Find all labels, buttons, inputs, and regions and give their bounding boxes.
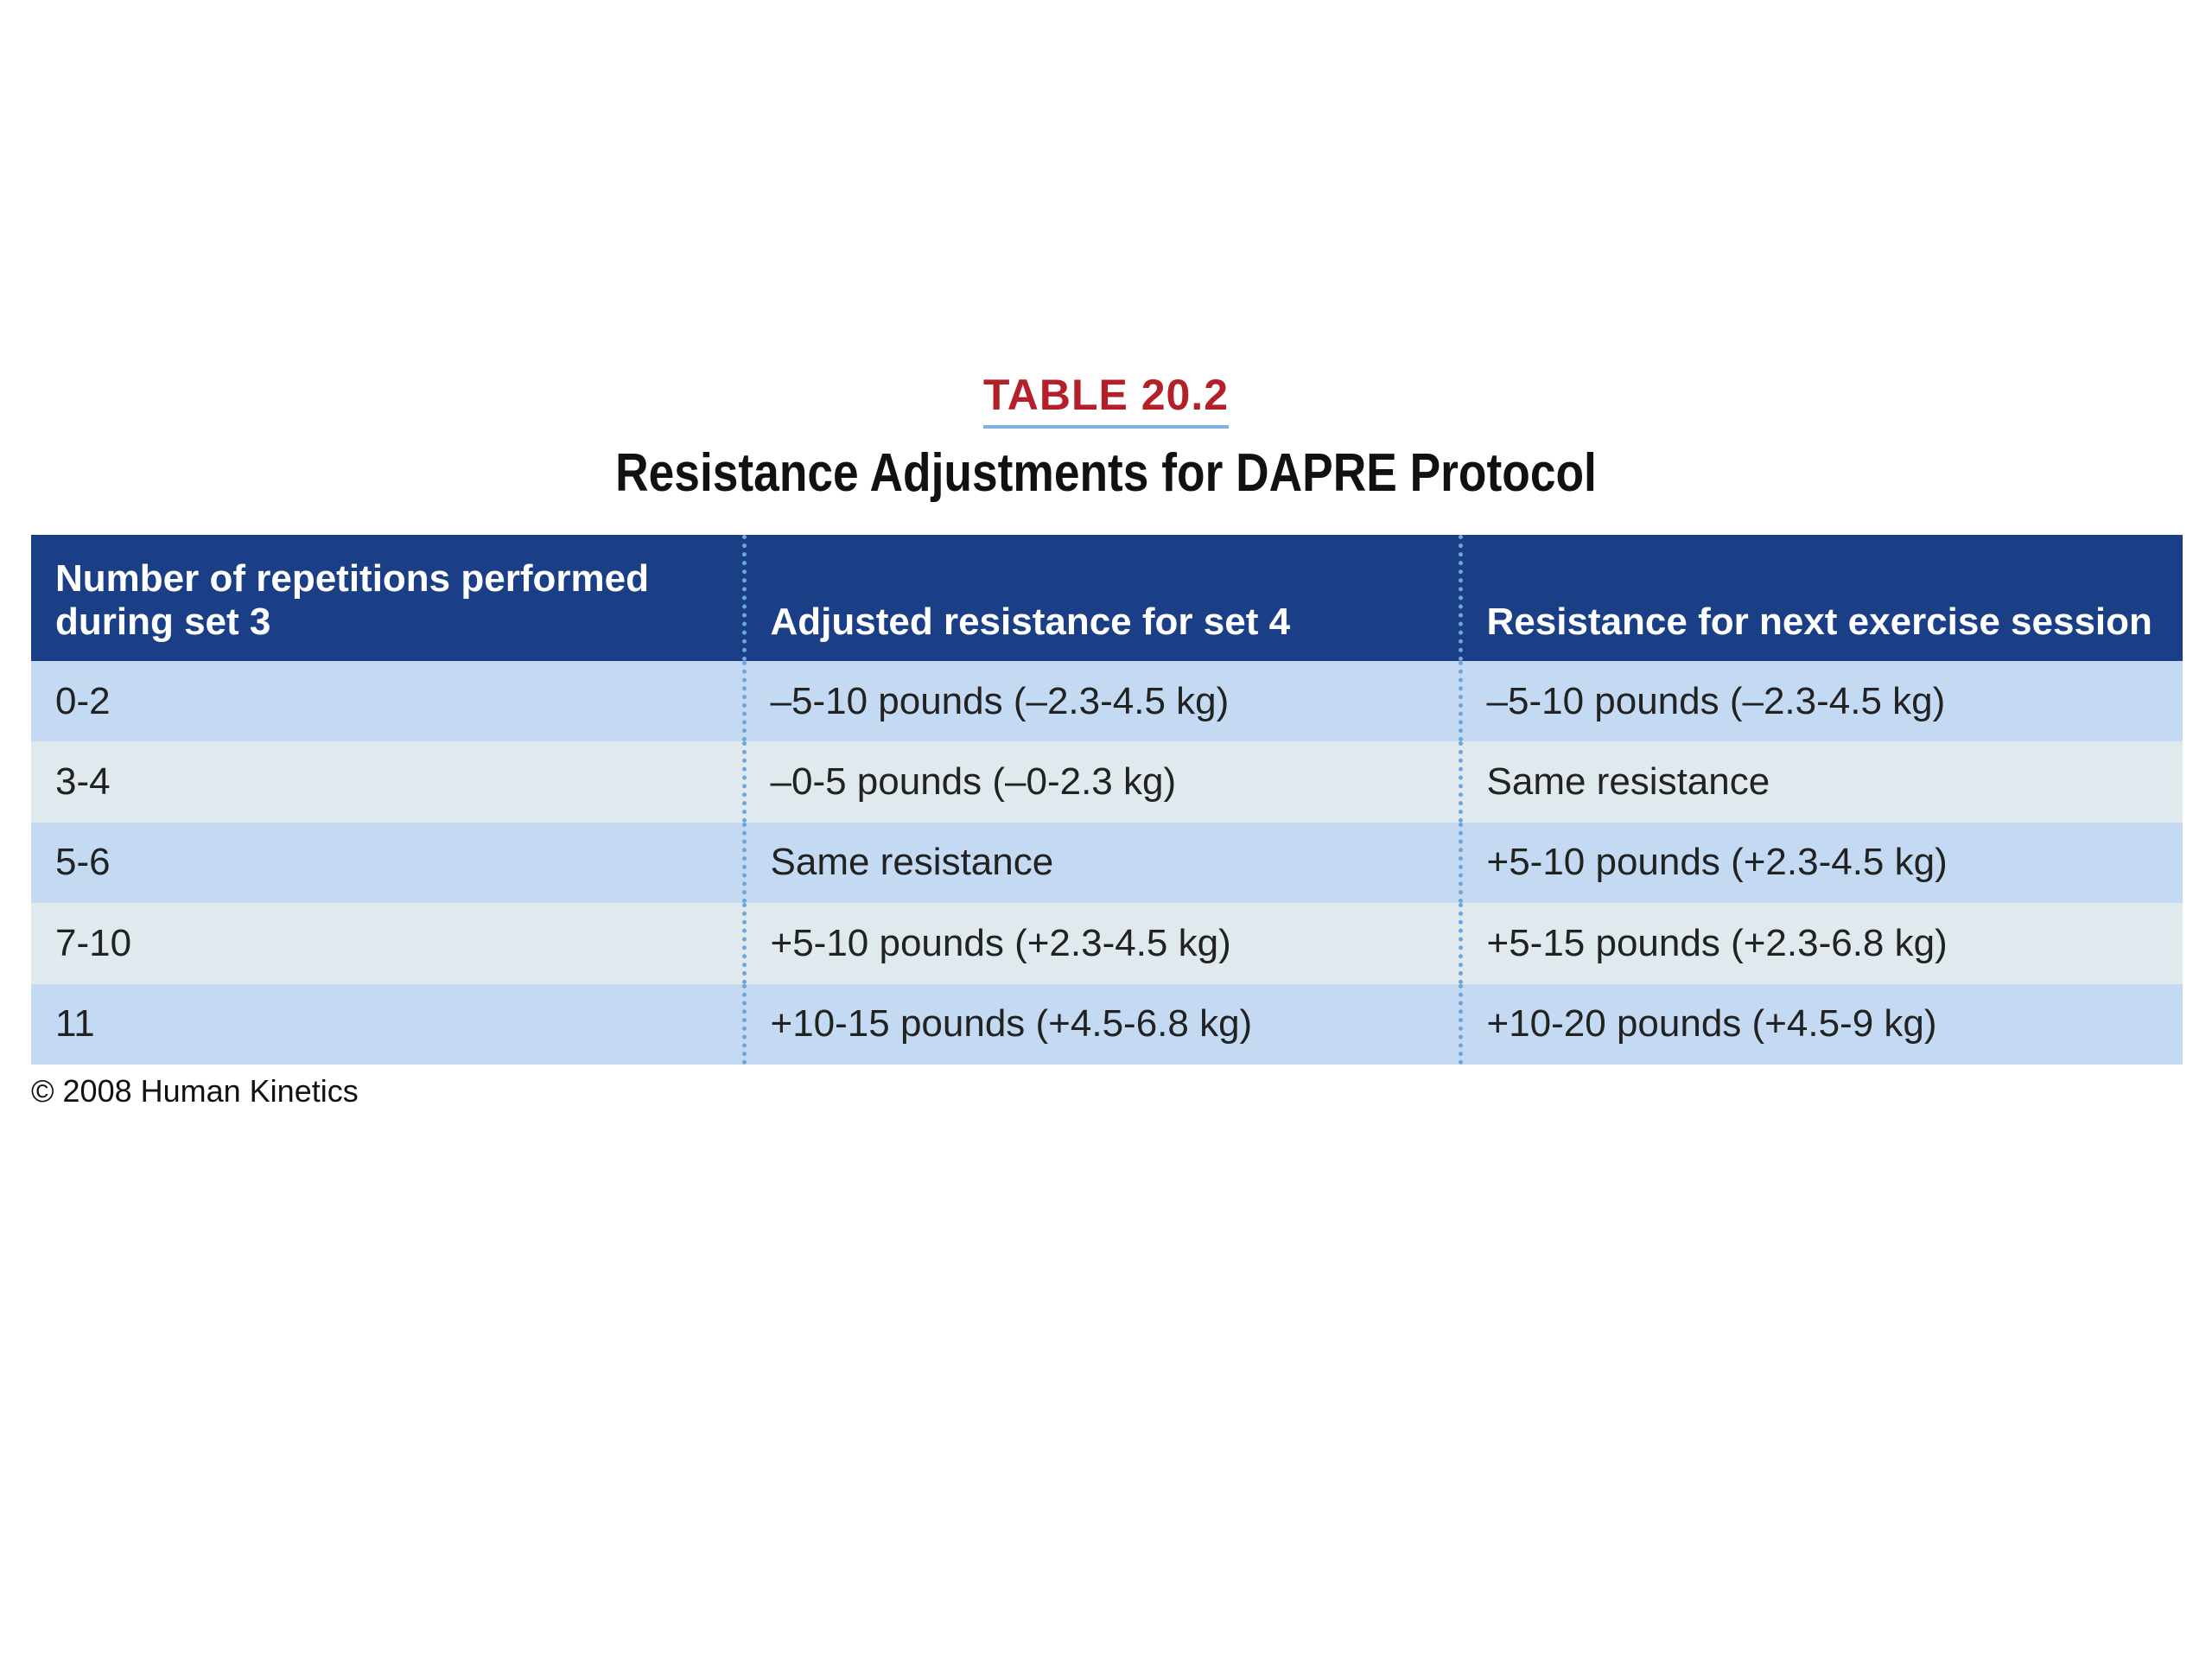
- table-row: [31, 903, 2183, 983]
- cell-next-session: Same resistance: [1460, 741, 2183, 822]
- cell-repetitions: 11: [31, 984, 744, 1065]
- cell-next-session: –5-10 pounds (–2.3-4.5 kg): [1460, 661, 2183, 741]
- table-row: [31, 741, 2183, 822]
- cell-next-session: +5-10 pounds (+2.3-4.5 kg): [1460, 823, 2183, 903]
- cell-repetitions: 5-6: [31, 823, 744, 903]
- cell-next-session: +10-20 pounds (+4.5-9 kg): [1460, 984, 2183, 1065]
- table-title: Resistance Adjustments for DAPRE Protocol: [615, 443, 1597, 503]
- table-row: [31, 984, 2183, 1065]
- header-next-session: Resistance for next exercise session: [1460, 535, 2183, 661]
- copyright-notice: © 2008 Human Kinetics: [31, 1073, 359, 1109]
- header-adjusted-resistance: Adjusted resistance for set 4: [744, 535, 1460, 661]
- cell-repetitions: 0-2: [31, 661, 744, 741]
- table-header-row: [31, 535, 2183, 661]
- cell-adjusted-resistance: +10-15 pounds (+4.5-6.8 kg): [744, 984, 1460, 1065]
- table-number-text: TABLE 20.2: [983, 370, 1229, 429]
- cell-adjusted-resistance: Same resistance: [744, 823, 1460, 903]
- table-row: [31, 661, 2183, 741]
- table-row: [31, 823, 2183, 903]
- cell-adjusted-resistance: –5-10 pounds (–2.3-4.5 kg): [744, 661, 1460, 741]
- table-number-label: [0, 370, 2212, 429]
- cell-repetitions: 3-4: [31, 741, 744, 822]
- cell-repetitions: 7-10: [31, 903, 744, 983]
- dapre-table: [31, 535, 2183, 1065]
- cell-next-session: +5-15 pounds (+2.3-6.8 kg): [1460, 903, 2183, 983]
- header-repetitions: Number of repetitions performed during set 3: [31, 535, 744, 661]
- cell-adjusted-resistance: +5-10 pounds (+2.3-4.5 kg): [744, 903, 1460, 983]
- cell-adjusted-resistance: –0-5 pounds (–0-2.3 kg): [744, 741, 1460, 822]
